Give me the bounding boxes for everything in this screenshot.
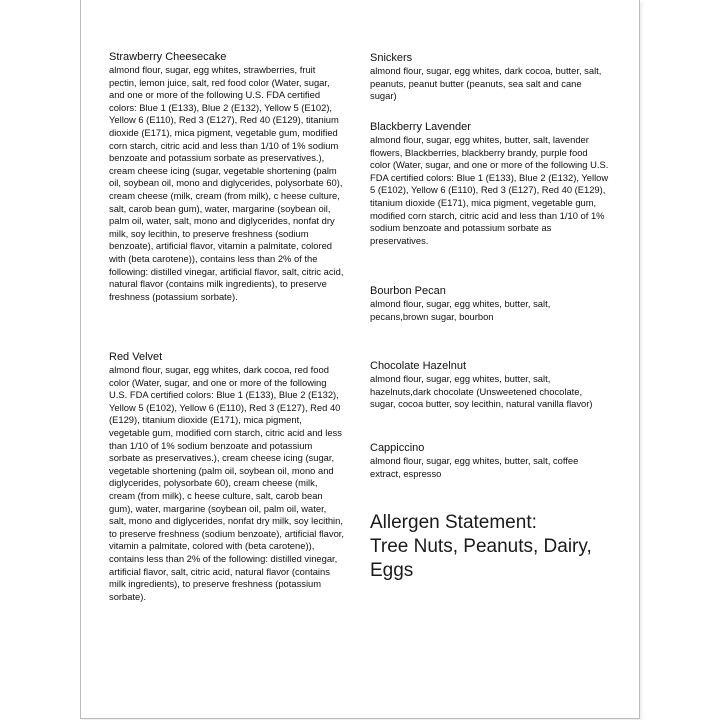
flavor-name: Red Velvet (109, 351, 163, 363)
allergen-list-line: Tree Nuts, Peanuts, Dairy, (370, 536, 592, 557)
flavor-ingredients: almond flour, sugar, egg whites, butter, salt, lavender flowers, Blackberries, blackberry brandy, purple food color (Water, sugar, and one or more of the following U.S. FDA certified colors: Blue 1 (E133), Blue 2 (E132), Yellow 5 (E102), Yellow 6 (E110), Red 3 (E127), Red 40 (E129), titanium dioxide (E171), mica pigment, vegetable gum, modified corn starch, citric acid and less than 1/10 of 1% sodium benzoate and potassium sorbate as preservatives. (370, 134, 609, 246)
flavor-bourbon-pecan (370, 284, 610, 323)
flavor-ingredients: almond flour, sugar, egg whites, dark cocoa, butter, salt, peanuts, peanut butter (peanuts, sea salt and cane sugar) (370, 65, 602, 102)
ingredient-sheet-page (80, 0, 640, 719)
flavor-name: Bourbon Pecan (370, 285, 446, 297)
flavor-name: Blackberry Lavender (370, 121, 471, 133)
flavor-snickers (370, 51, 610, 103)
flavor-chocolate-hazelnut (370, 359, 610, 411)
flavor-ingredients: almond flour, sugar, egg whites, butter, salt, hazelnuts,dark chocolate (Unsweetened chocolate, sugar, cocoa butter, soy lecithin, natural vanilla flavor) (370, 373, 593, 410)
allergen-heading: Allergen Statement: (370, 512, 537, 533)
allergen-list-line: Eggs (370, 560, 414, 581)
flavor-name: Cappiccino (370, 442, 425, 454)
flavor-name: Chocolate Hazelnut (370, 360, 467, 372)
flavor-name: Snickers (370, 52, 413, 64)
flavor-cappiccino (370, 441, 610, 480)
flavor-ingredients: almond flour, sugar, egg whites, butter, salt, pecans,brown sugar, bourbon (370, 298, 551, 322)
flavor-name: Strawberry Cheesecake (109, 51, 227, 63)
flavor-ingredients: almond flour, sugar, egg whites, butter, salt, coffee extract, espresso (370, 455, 579, 479)
flavor-ingredients: almond flour, sugar, egg whites, strawberries, fruit pectin, lemon juice, salt, red food color (Water, sugar, and one or more of the following U.S. FDA certified colors: Blue 1 (E133), Blue 2 (E132), Yellow 5 (E102), Yellow 6 (E110), Red 3 (E127), Red 40 (E129), titanium dioxide (E171), mica pigment, vegetable gum, modified corn starch, citric acid and less than 1/10 of 1% sodium benzoate and potassium sorbate as preservatives.), cream cheese icing (sugar, vegetable shortening (palm oil, soybean oil, mono and diglycerides, polysorbate 60), cream cheese (milk, cream (from milk), c heese culture, salt, carob bean gum), water, margarine (soybean oil, palm oil, water, salt, mono and diglycerides, nonfat dry milk, soy lecithin, to preserve freshness (sodium benzoate), artificial flavor, vitamin a palmitate, colored with (beta carotene)), contains less than 2% of the following: distilled vinegar, artificial flavor, salt, citric acid, natural flavor (contains milk ingredients), to preserve freshness (potassium sorbate). (109, 64, 344, 302)
flavor-red-velvet (109, 350, 345, 603)
allergen-statement (370, 511, 592, 583)
flavor-strawberry-cheesecake (109, 50, 345, 303)
flavor-blackberry-lavender (370, 120, 610, 247)
flavor-ingredients: almond flour, sugar, egg whites, dark cocoa, red food color (Water, sugar, and one or more of the following U.S. FDA certified colors: Blue 1 (E133), Blue 2 (E132), Yellow 5 (E102), Yellow 6 (E110), Red 3 (E127), Red 40 (E129), titanium dioxide (E171), mica pigment, vegetable gum, modified corn starch, citric acid and less than 1/10 of 1% sodium benzoate and potassium sorbate as preservatives.), cream cheese icing (sugar, vegetable shortening (palm oil, soybean oil, mono and diglycerides, polysorbate 60), cream cheese (milk, cream (from milk), c heese culture, salt, carob bean gum), water, margarine (soybean oil, palm oil, water, salt, mono and diglycerides, nonfat dry milk, soy lecithin, to preserve freshness (sodium benzoate), artificial flavor, vitamin a palmitate, colored with (beta carotene)), contains less than 2% of the following: distilled vinegar, artificial flavor, salt, citric acid, natural flavor (contains milk ingredients), to preserve freshness (potassium sorbate). (109, 364, 345, 602)
